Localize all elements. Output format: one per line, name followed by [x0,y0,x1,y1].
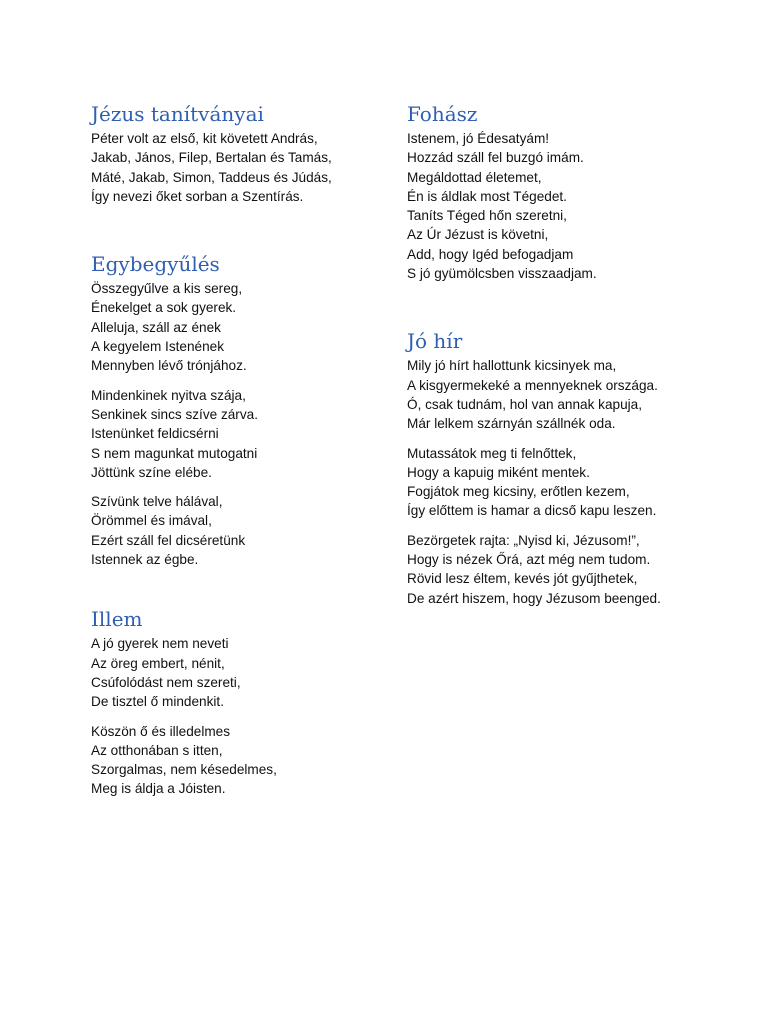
poem-line: Énekelget a sok gyerek. [91,300,237,316]
poem-illem [91,605,401,798]
stanza [407,444,737,521]
poem-line: De azért hiszem, hogy Jézusom beenged. [407,590,661,606]
poem-line: Köszön ő és illedelmes [91,723,231,739]
stanza [91,722,401,799]
poem-line: Bezörgetek rajta: „Nyisd ki, Jézusom!”, [407,532,640,548]
poem-line: S nem magunkat mutogatni [91,445,258,461]
poem-line: Az öreg embert, nénit, [91,655,225,671]
poem-line: Jöttünk színe elébe. [91,464,212,480]
poem-title: Jó hír [407,329,463,354]
poem-line: Hozzád száll fel buzgó imám. [407,150,584,166]
left-column [91,100,401,809]
poem-fohasz [407,100,737,283]
poem-jo-hir [407,327,737,608]
poem-line: Taníts Téged hőn szeretni, [407,208,567,224]
poem-line: Az otthonában s itten, [91,742,223,758]
poem-line: Az Úr Jézust is követni, [407,227,549,243]
poem-line: Megáldottad életemet, [407,169,542,185]
poem-line: Csúfolódást nem szereti, [91,674,241,690]
poem-line: S jó gyümölcsben visszaadjam. [407,266,597,282]
poem-line: Jakab, János, Filep, Bertalan és Tamás, [91,150,332,166]
poem-line: A kegyelem Istenének [91,339,224,355]
poem-line: Máté, Jakab, Simon, Taddeus és Júdás, [91,169,332,185]
poem-line: Szívünk telve hálával, [91,494,223,510]
poem-line: Senkinek sincs szíve zárva. [91,406,258,422]
poem-title: Illem [91,607,143,632]
poem-line: Istenem, jó Édesatyám! [407,131,550,146]
poem-title: Egybegyűlés [91,252,220,277]
poem-title: Jézus tanítványai [91,102,264,126]
poem-line: Istennek az égbe. [91,552,199,568]
poem-line: Mily jó hírt hallottunk kicsinyek ma, [407,358,617,374]
poem-line: Így előttem is hamar a dicső kapu leszen. [407,503,657,519]
poem-line: Szorgalmas, nem késedelmes, [91,762,277,778]
poem-line: Összegyűlve a kis sereg, [91,281,243,297]
poem-line: Hogy is nézek Őrá, azt még nem tudom. [407,552,651,568]
poem-line: Ezért száll fel dicséretünk [91,532,246,548]
poem-line: Add, hogy Igéd befogadjam [407,246,574,262]
poem-line: Így nevezi őket sorban a Szentírás. [91,188,304,204]
poem-line: Hogy a kapuig miként mentek. [407,464,590,480]
poem-line: Rövid lesz éltem, kevés jót gyűjthetek, [407,571,638,587]
stanza [407,356,737,433]
poem-line: Meg is áldja a Jóisten. [91,781,226,797]
poem-egybegyules [91,250,401,569]
poem-line: Fogjátok meg kicsiny, erőtlen kezem, [407,484,630,500]
poem-line: A jó gyerek nem neveti [91,636,229,652]
stanza [91,279,401,375]
poem-line: Örömmel és imával, [91,513,212,529]
stanza [91,386,401,482]
right-column [407,100,737,618]
stanza [407,531,737,608]
poem-line: Már lelkem szárnyán szállnék oda. [407,416,616,432]
poem-line: Mutassátok meg ti felnőttek, [407,445,577,461]
poem-line: De tisztel ő mindenkit. [91,694,224,710]
poem-line: Péter volt az első, kit követett András, [91,131,318,146]
poem-line: Én is áldlak most Tégedet. [407,188,567,204]
poem-title: Fohász [407,102,478,126]
stanza [91,634,401,711]
poem-jezus-tanitvanyai [91,100,401,206]
poem-line: Mindenkinek nyitva szája, [91,387,246,403]
poem-line: Ó, csak tudnám, hol van annak kapuja, [407,396,643,412]
poem-line: Alleluja, száll az ének [91,319,221,335]
stanza [91,129,401,206]
poem-line: Istenünket feldicsérni [91,426,219,442]
poem-line: Mennyben lévő trónjához. [91,358,247,374]
stanza [91,492,401,569]
poem-line: A kisgyermekeké a mennyeknek országa. [407,377,658,393]
stanza [407,129,737,283]
